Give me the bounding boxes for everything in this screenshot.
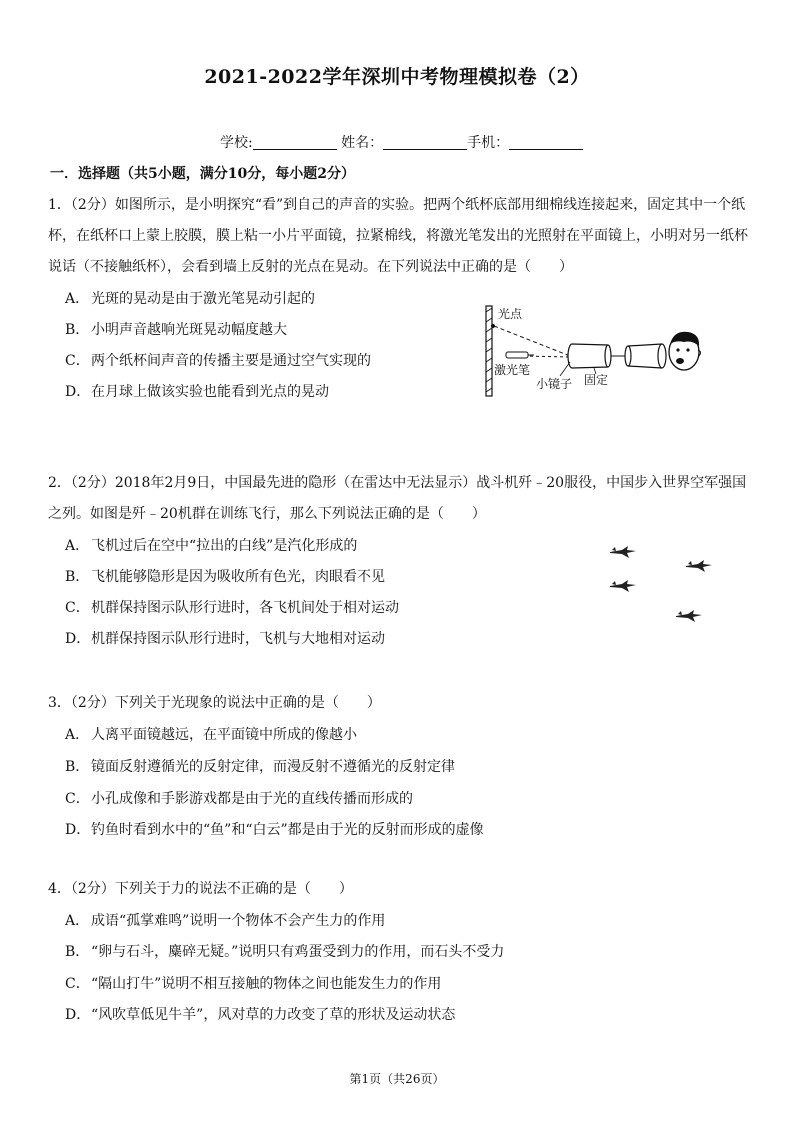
fixed-label: 固定	[584, 373, 609, 387]
question-number: 2．	[48, 475, 71, 491]
option-d	[65, 381, 329, 401]
question-text: （2分）2018年2月9日，中国最先进的隐形（在雷达中无法显示）战斗机歼﹣20服役，中国步入世界空军强国之列。如图是歼﹣20机群在训练飞行，那么下列说法正确的是（ ）	[48, 475, 747, 522]
option-text: 人离平面镜越远，在平面镜中所成的像越小	[91, 727, 357, 743]
jet-2	[686, 560, 712, 572]
question-number: 3．	[48, 695, 71, 711]
option-c	[65, 350, 371, 370]
question-2	[48, 468, 748, 647]
question-stem	[48, 874, 748, 905]
option-text: 机群保持图示队形行进时，各飞机间处于相对运动	[91, 600, 399, 616]
option-text: 镜面反射遵循光的反射定律，而漫反射不遵循光的反射定律	[91, 759, 455, 775]
question-text: （2分）下列关于力的说法不正确的是（ ）	[70, 881, 353, 897]
laser-pen-label: 激光笔	[494, 363, 531, 377]
option-b	[65, 756, 455, 776]
option-label: A．	[65, 538, 90, 554]
page-title: 2021-2022学年深圳中考物理模拟卷（2）	[204, 66, 590, 88]
option-a	[65, 910, 385, 930]
option-label: D．	[65, 631, 91, 647]
option-d	[65, 819, 484, 839]
option-text: 在月球上做该实验也能看到光点的晃动	[91, 384, 329, 400]
question-number: 4．	[48, 881, 71, 897]
option-a	[65, 288, 315, 308]
page-footer: 第1页（共26页）	[349, 1072, 445, 1086]
question-text: （2分）下列关于光现象的说法中正确的是（ ）	[70, 695, 381, 711]
question-text: （2分）如图所示，是小明探究“看”到自己的声音的实验。把两个纸杯底部用细棉线连接起来，固定其中一个纸杯，在纸杯口上蒙上胶膜，膜上粘一小片平面镜，拉紧棉线，将激光笔发出的光照射在平面镜上，小明对另一纸杯说话（不接触纸杯），会看到墙上反射的光点在晃动。在下列说法中正确的是（ ）	[48, 197, 748, 275]
option-label: B．	[65, 944, 90, 960]
option-label: D．	[65, 1007, 91, 1023]
question-stem	[48, 190, 748, 283]
question-number: 1．	[48, 197, 71, 213]
option-label: B．	[65, 569, 90, 585]
option-text: 飞机过后在空中“拉出的白线”是汽化形成的	[91, 538, 358, 554]
question-stem	[48, 688, 748, 719]
option-label: C．	[65, 353, 90, 369]
option-text: “隔山打牛”说明不相互接触的物体之间也能发生力的作用	[91, 976, 442, 992]
school-label: 学校:	[220, 135, 253, 151]
option-c	[65, 788, 413, 808]
phone-label: 手机：	[467, 135, 510, 151]
option-label: B．	[65, 322, 90, 338]
option-text: 飞机能够隐形是因为吸收所有色光，肉眼看不见	[91, 569, 385, 585]
option-text: 成语“孤掌难鸣”说明一个物体不会产生力的作用	[91, 913, 386, 929]
option-label: A．	[65, 291, 90, 307]
mirror-pointer	[560, 362, 570, 376]
option-b	[65, 566, 385, 586]
cup-laser-diagram	[484, 300, 704, 400]
option-b	[65, 941, 504, 961]
option-text: 机群保持图示队形行进时，飞机与大地相对运动	[91, 631, 385, 647]
question-3	[48, 688, 748, 838]
jet-1	[610, 546, 636, 558]
option-c	[65, 597, 399, 617]
section-title: 一．选择题（共5小题，满分10分，每小题2分）	[50, 166, 355, 182]
option-text: “卵与石斗，麋碎无疑。”说明只有鸡蛋受到力的作用，而石头不受力	[91, 944, 505, 960]
paper-cup-right	[625, 344, 666, 368]
light-spot-label: 光点	[498, 307, 523, 321]
option-label: B．	[65, 759, 90, 775]
name-label: 姓名：	[341, 135, 384, 151]
option-a	[65, 535, 357, 555]
option-label: C．	[65, 791, 90, 807]
jet-4	[676, 610, 702, 622]
option-text: 小明声音越响光斑晃动幅度越大	[91, 322, 287, 338]
jet-3	[610, 580, 636, 592]
option-text: 两个纸杯间声音的传播主要是通过空气实现的	[91, 353, 371, 369]
paper-cup-left	[568, 344, 611, 368]
option-label: C．	[65, 976, 90, 992]
reflected-ray	[494, 326, 570, 356]
school-blank	[253, 149, 337, 150]
student-info-line	[220, 132, 583, 152]
option-label: C．	[65, 600, 90, 616]
boy-face	[669, 332, 701, 370]
incident-ray	[524, 356, 570, 357]
laser-pen	[506, 352, 534, 358]
option-b	[65, 319, 287, 339]
option-d	[65, 1004, 455, 1024]
option-label: D．	[65, 822, 91, 838]
name-blank	[383, 149, 467, 150]
option-text: “风吹草低见牛羊”，风对草的力改变了草的形状及运动状态	[91, 1007, 456, 1023]
option-text: 钓鱼时看到水中的“鱼”和“白云”都是由于光的反射而形成的虚像	[91, 822, 484, 838]
option-a	[65, 724, 357, 744]
option-d	[65, 628, 385, 648]
option-c	[65, 973, 441, 993]
option-text: 光斑的晃动是由于激光笔晃动引起的	[91, 291, 315, 307]
mirror-label: 小镜子	[536, 377, 573, 391]
question-stem	[48, 468, 748, 530]
option-label: A．	[65, 727, 90, 743]
question-4	[48, 874, 748, 1023]
option-label: D．	[65, 384, 91, 400]
option-label: A．	[65, 913, 90, 929]
jet-formation-image	[604, 540, 724, 630]
option-text: 小孔成像和手影游戏都是由于光的直线传播而形成的	[91, 791, 413, 807]
phone-blank	[509, 149, 583, 150]
